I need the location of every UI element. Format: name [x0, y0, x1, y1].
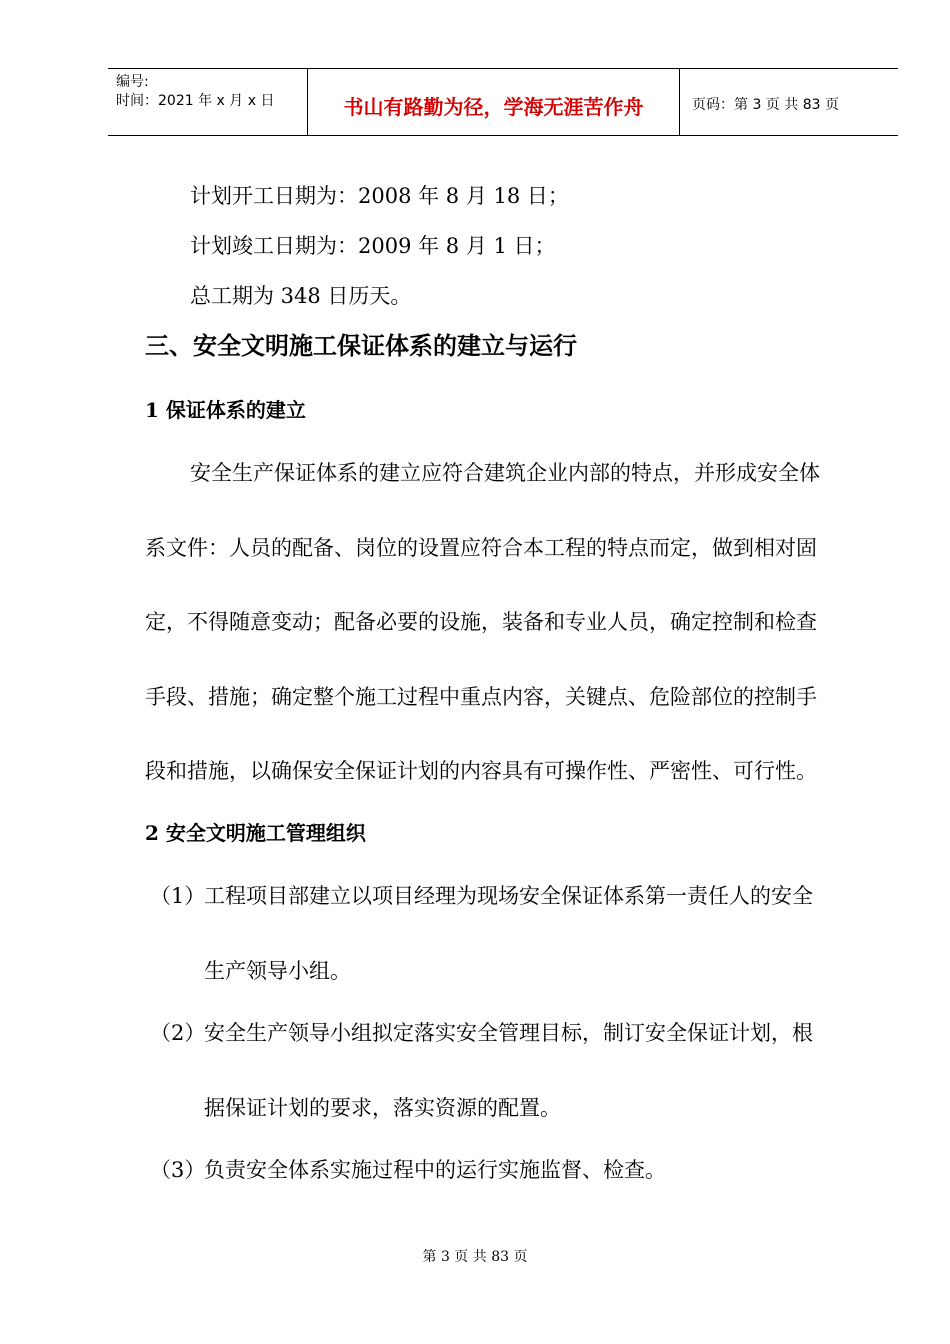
paragraph-line: 系文件：人员的配备、岗位的设置应符合本工程的特点而定，做到相对固 [145, 536, 817, 560]
list-item-number: （3） [150, 1158, 206, 1182]
serial-label: 编号: [116, 74, 149, 90]
list-item-number: （1） [150, 884, 206, 908]
list-item-text: 生产领导小组。 [204, 959, 351, 983]
list-item-text: 工程项目部建立以项目经理为现场安全保证体系第一责任人的安全 [204, 884, 813, 908]
list-item-text: 据保证计划的要求，落实资源的配置。 [204, 1096, 561, 1120]
header-motto: 书山有路勤为径，学海无涯苦作舟 [308, 69, 680, 135]
schedule-total: 总工期为 348 日历天。 [190, 284, 412, 308]
subsection-2-title: 2 安全文明施工管理组织 [145, 821, 366, 845]
time-label: 时间：2021 年 x 月 x 日 [116, 93, 275, 109]
header-meta-cell [108, 69, 308, 135]
list-item-text: 负责安全体系实施过程中的运行实施监督、检查。 [204, 1158, 666, 1182]
paragraph-line: 安全生产保证体系的建立应符合建筑企业内部的特点，并形成安全体 [190, 461, 820, 485]
subsection-1-title: 1 保证体系的建立 [145, 398, 306, 422]
list-item-text: 安全生产领导小组拟定落实安全管理目标，制订安全保证计划，根 [204, 1021, 813, 1045]
page-footer: 第 3 页 共 83 页 [422, 1249, 528, 1265]
paragraph-line: 段和措施，以确保安全保证计划的内容具有可操作性、严密性、可行性。 [145, 759, 817, 783]
list-item-number: （2） [150, 1021, 206, 1045]
schedule-start: 计划开工日期为：2008 年 8 月 18 日； [190, 184, 569, 208]
schedule-end: 计划竣工日期为：2009 年 8 月 1 日； [190, 234, 556, 258]
paragraph-line: 定，不得随意变动；配备必要的设施，装备和专业人员，确定控制和检查 [145, 610, 817, 634]
paragraph-line: 手段、措施；确定整个施工过程中重点内容，关键点、危险部位的控制手 [145, 685, 817, 709]
page-header [108, 68, 898, 136]
section-title: 三、安全文明施工保证体系的建立与运行 [145, 331, 577, 360]
header-page-info: 页码：第 3 页 共 83 页 [692, 97, 839, 113]
